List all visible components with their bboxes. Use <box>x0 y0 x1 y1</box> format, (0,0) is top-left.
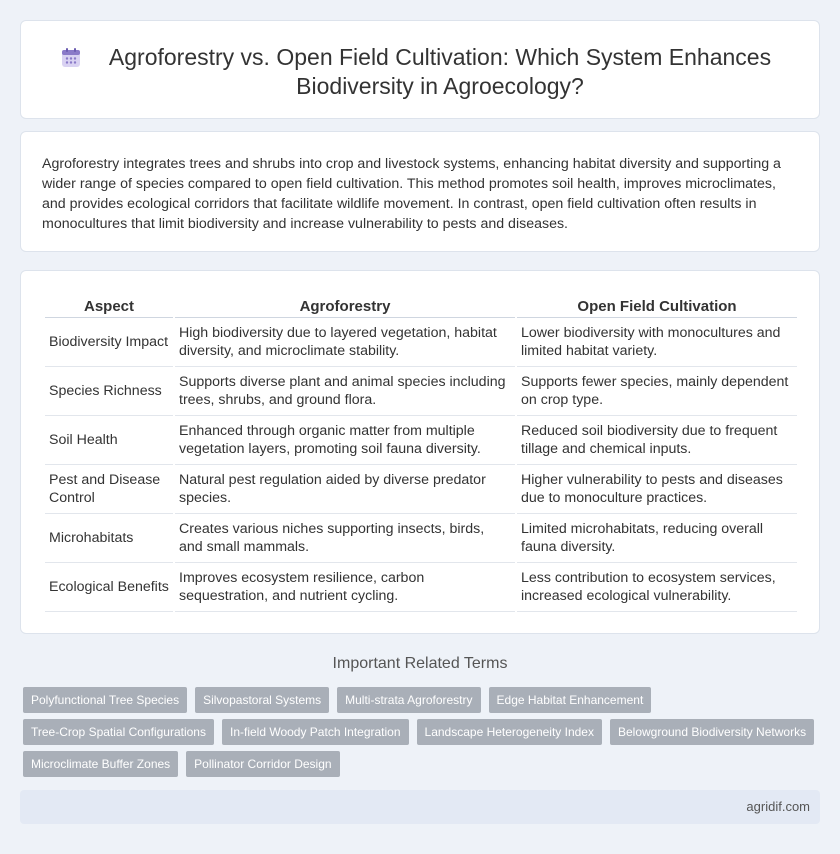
open-field-cell: Supports fewer species, mainly dependent on crop type. <box>517 367 797 416</box>
table-row <box>45 367 797 416</box>
aspect-cell: Ecological Benefits <box>45 563 173 612</box>
related-terms-heading: Important Related Terms <box>332 655 508 672</box>
tag-row <box>23 751 823 777</box>
agroforestry-cell: Supports diverse plant and animal species including trees, shrubs, and ground flora. <box>175 367 515 416</box>
table-row <box>45 318 797 367</box>
open-field-cell: Lower biodiversity with monocultures and limited habitat variety. <box>517 318 797 367</box>
tag-row <box>23 719 823 745</box>
agroforestry-cell: High biodiversity due to layered vegetation, habitat diversity, and microclimate stability. <box>175 318 515 367</box>
footer <box>20 790 820 824</box>
intro-paragraph: Agroforestry integrates trees and shrubs into crop and livestock systems, enhancing habitat diversity and supporting a wider range of species compared to open field cultivation. This method promotes soil health, improves microclimates, and provides ecological corridors that facilitate wildlife movement. In contrast, open field cultivation often results in monocultures that limit biodiversity and increase vulnerability to pests and diseases. <box>42 156 781 232</box>
table-row <box>45 514 797 563</box>
open-field-cell: Limited microhabitats, reducing overall fauna diversity. <box>517 514 797 563</box>
open-field-cell: Less contribution to ecosystem services, increased ecological vulnerability. <box>517 563 797 612</box>
related-term-tag[interactable]: Edge Habitat Enhancement <box>489 687 652 713</box>
column-header-agroforestry: Agroforestry <box>175 296 515 318</box>
footer-site-name[interactable]: agridif.com <box>746 799 810 814</box>
agroforestry-cell: Creates various niches supporting insects, birds, and small mammals. <box>175 514 515 563</box>
related-terms-list <box>23 687 823 783</box>
related-term-tag[interactable]: Belowground Biodiversity Networks <box>610 719 814 745</box>
aspect-cell: Microhabitats <box>45 514 173 563</box>
open-field-cell: Higher vulnerability to pests and diseases due to monoculture practices. <box>517 465 797 514</box>
related-term-tag[interactable]: Silvopastoral Systems <box>195 687 329 713</box>
page-title: Agroforestry vs. Open Field Cultivation: Which System Enhances Biodiversity in Agroecology? <box>108 44 772 99</box>
related-term-tag[interactable]: Tree-Crop Spatial Configurations <box>23 719 214 745</box>
aspect-cell: Soil Health <box>45 416 173 465</box>
aspect-cell: Species Richness <box>45 367 173 416</box>
title-card <box>20 20 820 119</box>
related-term-tag[interactable]: Polyfunctional Tree Species <box>23 687 187 713</box>
related-term-tag[interactable]: Landscape Heterogeneity Index <box>417 719 602 745</box>
tag-row <box>23 687 823 713</box>
agroforestry-cell: Natural pest regulation aided by diverse predator species. <box>175 465 515 514</box>
comparison-card <box>20 270 820 634</box>
related-term-tag[interactable]: Pollinator Corridor Design <box>186 751 339 777</box>
column-header-open-field: Open Field Cultivation <box>517 296 797 318</box>
comparison-table <box>43 296 799 612</box>
agroforestry-cell: Improves ecosystem resilience, carbon sequestration, and nutrient cycling. <box>175 563 515 612</box>
related-term-tag[interactable]: In-field Woody Patch Integration <box>222 719 409 745</box>
table-header-row <box>45 296 797 318</box>
aspect-cell: Pest and Disease Control <box>45 465 173 514</box>
agroforestry-cell: Enhanced through organic matter from multiple vegetation layers, promoting soil fauna diversity. <box>175 416 515 465</box>
aspect-cell: Biodiversity Impact <box>45 318 173 367</box>
column-header-aspect: Aspect <box>45 296 173 318</box>
related-term-tag[interactable]: Multi-strata Agroforestry <box>337 687 480 713</box>
calendar-icon <box>60 47 82 69</box>
table-row <box>45 563 797 612</box>
open-field-cell: Reduced soil biodiversity due to frequent tillage and chemical inputs. <box>517 416 797 465</box>
table-row <box>45 416 797 465</box>
intro-card <box>20 131 820 252</box>
related-term-tag[interactable]: Microclimate Buffer Zones <box>23 751 178 777</box>
table-row <box>45 465 797 514</box>
